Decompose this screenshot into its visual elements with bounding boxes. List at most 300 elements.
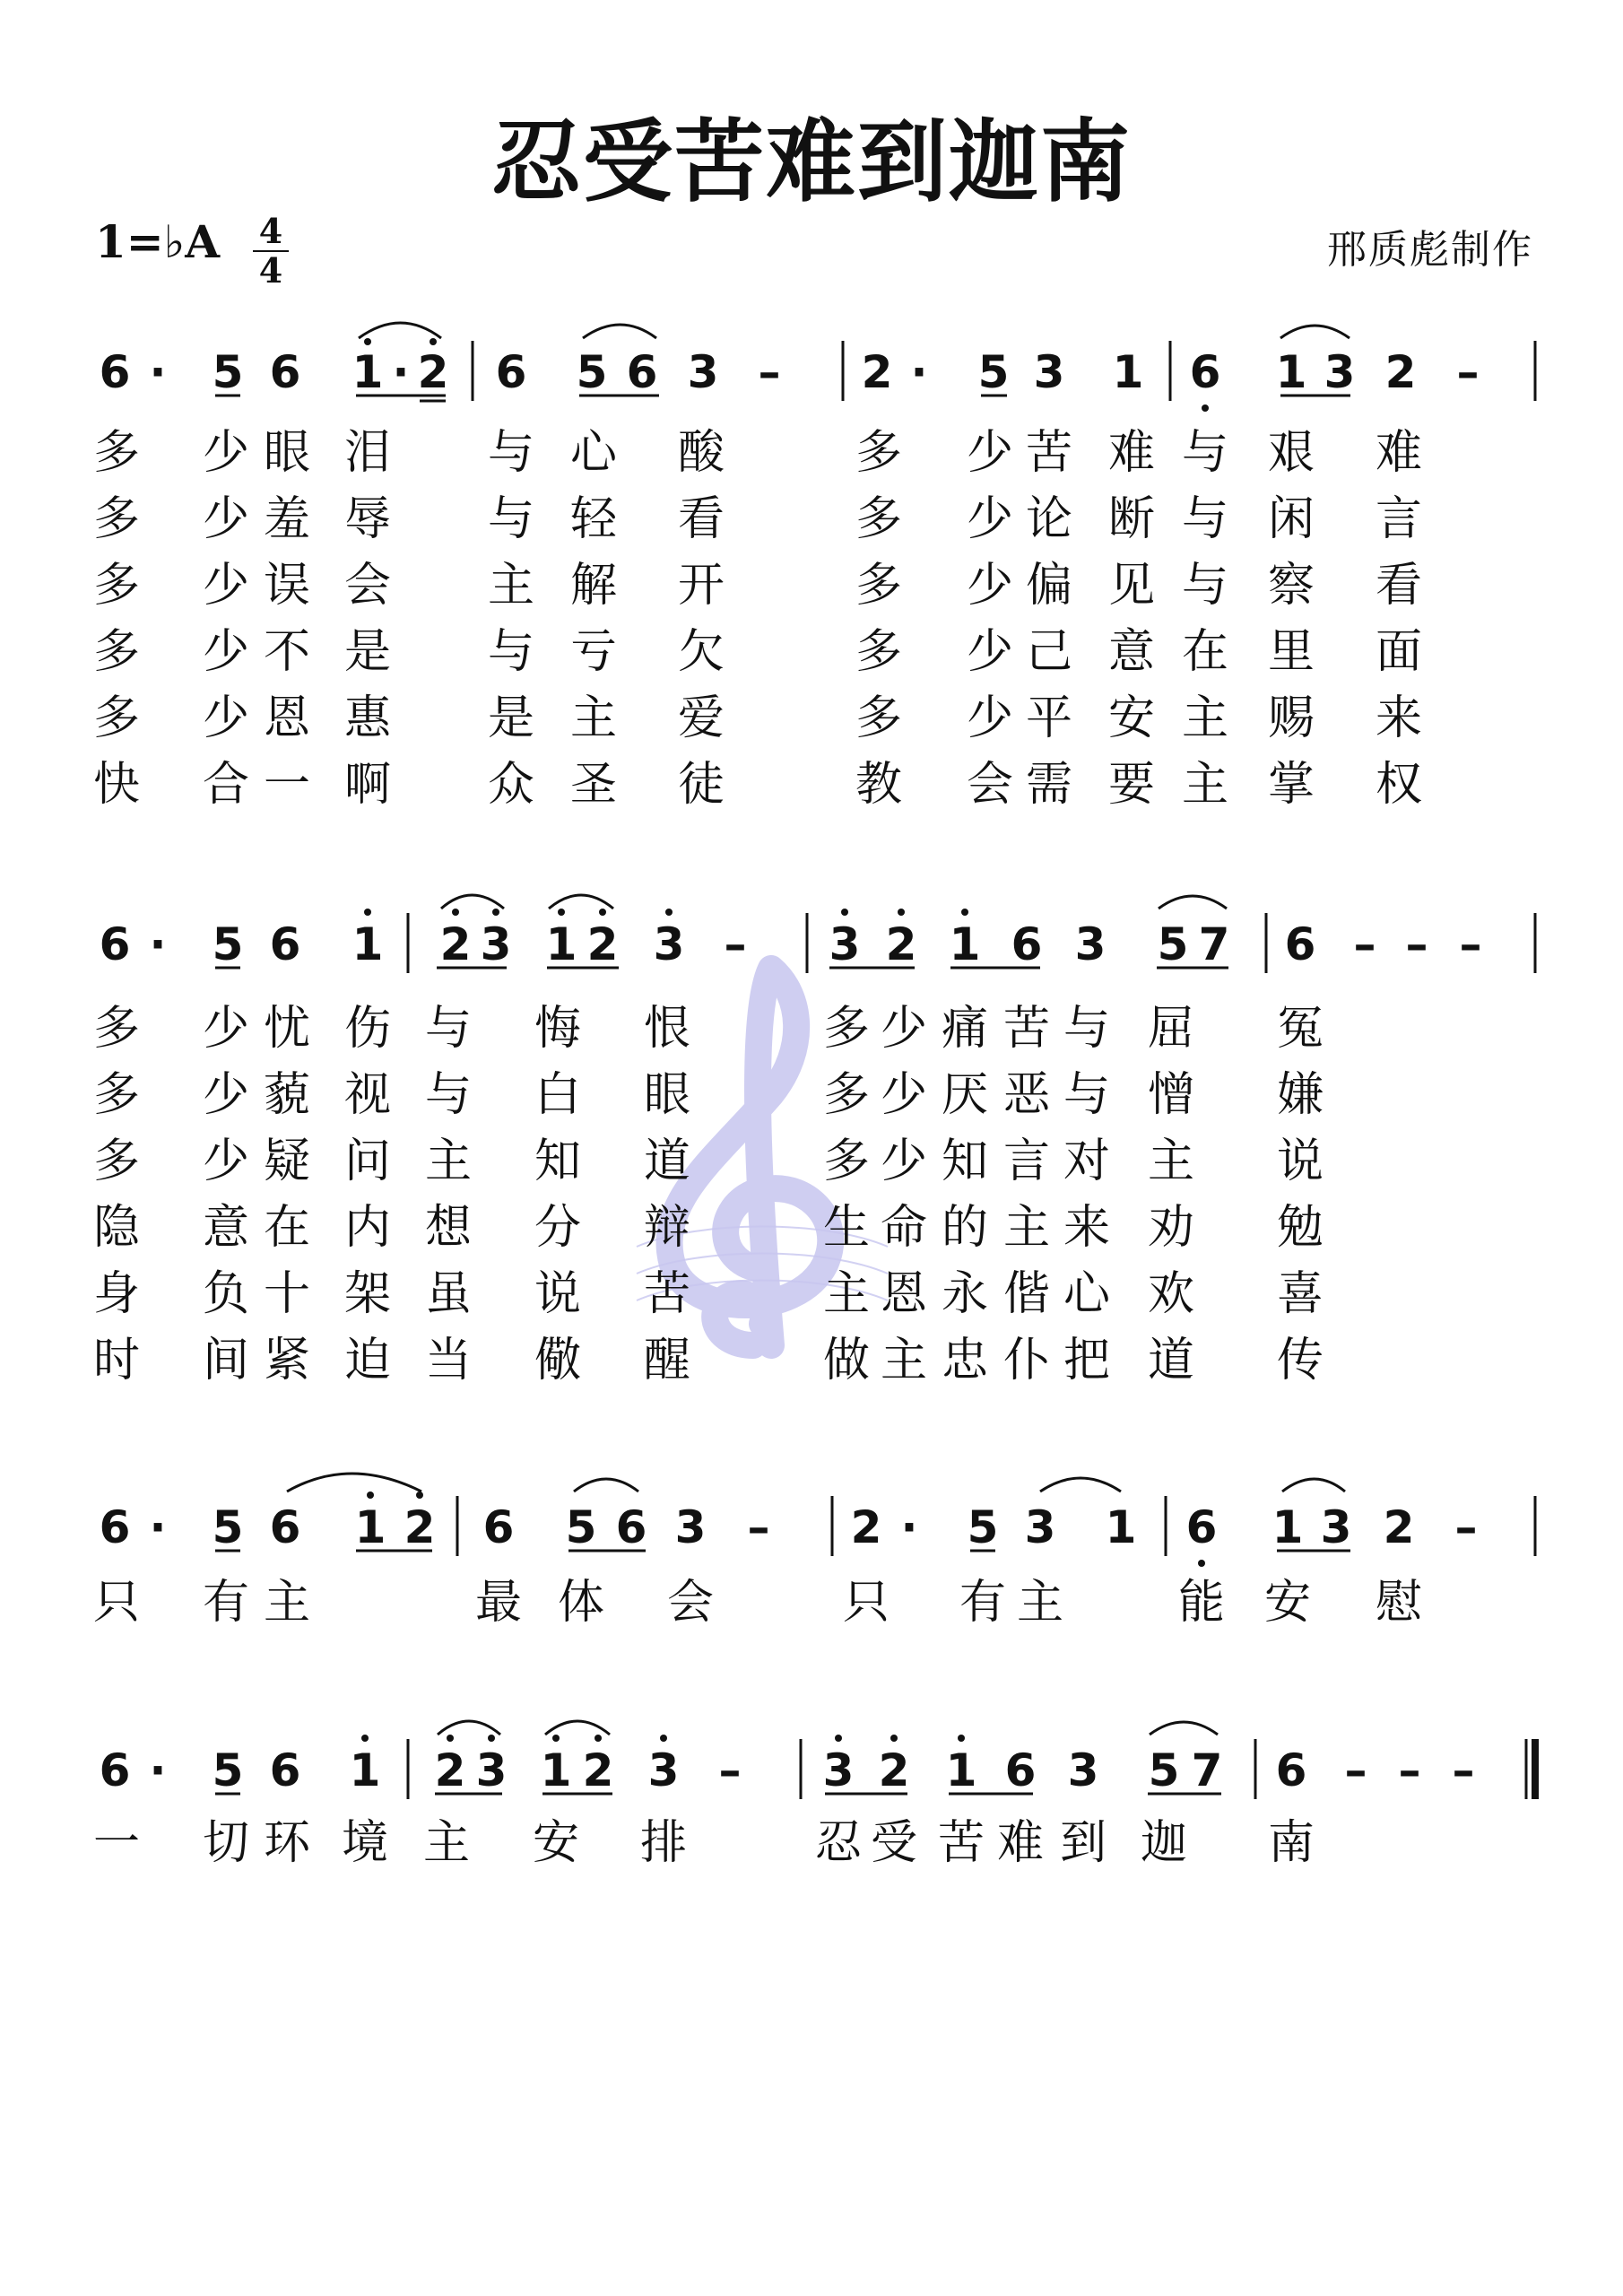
lyric-char: 冤	[1276, 1002, 1324, 1056]
lyric-char: 掌	[1267, 758, 1315, 812]
lyric-char: 亏	[569, 625, 617, 679]
high-octave-dot	[552, 1735, 560, 1742]
time-denominator: 4	[258, 250, 283, 291]
lyric-char: 隐	[92, 1201, 140, 1255]
note: 2	[850, 1501, 882, 1553]
lyric-char: 忧	[263, 1002, 310, 1056]
note: 7	[1191, 1744, 1223, 1796]
lyric-char: 勉	[1276, 1201, 1324, 1255]
lyric-char: 喜	[1276, 1267, 1324, 1321]
note: 3	[480, 918, 512, 970]
high-octave-dot	[835, 1735, 842, 1742]
note: 5	[212, 346, 244, 398]
lyric-char: 多	[855, 492, 902, 546]
lyric-char: 只	[92, 1576, 140, 1630]
note: 6	[495, 346, 527, 398]
lyric-char: 多	[92, 559, 140, 613]
lyric-char: 权	[1375, 758, 1422, 812]
note: 5	[977, 346, 1010, 398]
lyric-char: 艰	[1267, 426, 1315, 480]
high-octave-dot	[665, 909, 673, 916]
lyric-row	[0, 753, 1623, 816]
lyric-char: 儆	[534, 1334, 581, 1387]
lyric-char: 苦	[1025, 426, 1072, 480]
time-numerator: 4	[258, 211, 283, 251]
lyric-char: 少	[966, 426, 1013, 480]
dash: –	[1459, 918, 1482, 970]
note: 1	[540, 1744, 572, 1796]
lyric-char: 多	[92, 1135, 140, 1188]
note: 5	[212, 918, 244, 970]
high-octave-dot	[430, 338, 437, 345]
lyric-char: 意	[202, 1201, 249, 1255]
lyric-char: 道	[1147, 1334, 1194, 1387]
note: 7	[1198, 918, 1230, 970]
lyric-char: 多	[855, 691, 902, 745]
lyric-char: 难	[1375, 426, 1422, 480]
lyric-char: 少	[966, 492, 1013, 546]
lyric-char: 疑	[263, 1135, 310, 1188]
lyric-char: 解	[569, 559, 617, 613]
lyric-char: 多	[822, 1135, 870, 1188]
lyric-char: 论	[1025, 492, 1072, 546]
lyric-char: 主	[1002, 1201, 1050, 1255]
lyric-row	[0, 1329, 1623, 1392]
lyric-char: 少	[202, 426, 249, 480]
lyric-char: 少	[966, 559, 1013, 613]
lyric-char: 平	[1025, 691, 1072, 745]
lyric-char: 少	[880, 1068, 927, 1122]
lyric-char: 间	[202, 1334, 249, 1387]
lyric-char: 轻	[569, 492, 617, 546]
note: 1	[1112, 346, 1144, 398]
lyric-char: 有	[959, 1576, 1006, 1630]
lyric-char: 说	[534, 1267, 581, 1321]
slur-arc	[359, 323, 441, 338]
high-octave-dot	[364, 338, 371, 345]
lyric-char: 只	[842, 1576, 890, 1630]
lyric-char: 主	[487, 559, 534, 613]
lyric-char: 与	[1181, 492, 1228, 546]
lyric-char: 苦	[1002, 1002, 1050, 1056]
note: 3	[475, 1744, 508, 1796]
lyric-char: 迫	[343, 1334, 391, 1387]
lyric-char: 多	[822, 1068, 870, 1122]
lyric-char: 见	[1107, 559, 1155, 613]
note: 2	[439, 918, 472, 970]
lyric-char: 是	[343, 625, 391, 679]
note: 6	[269, 918, 301, 970]
note: 2	[586, 918, 619, 970]
note: 1	[349, 1744, 381, 1796]
note: 2	[1384, 346, 1417, 398]
lyric-char: 憎	[1147, 1068, 1194, 1122]
note: 3	[1067, 1744, 1099, 1796]
lyric-char: 恶	[1002, 1068, 1050, 1122]
note: 1	[1271, 1501, 1304, 1553]
lyric-char: 忠	[941, 1334, 988, 1387]
note: 6	[269, 1501, 301, 1553]
lyric-char: 与	[1063, 1068, 1110, 1122]
note: 6	[99, 346, 131, 398]
high-octave-dot	[898, 909, 905, 916]
dash: –	[1405, 918, 1428, 970]
lyric-char: 在	[1181, 625, 1228, 679]
lyric-char: 赐	[1267, 691, 1315, 745]
note: 3	[822, 1744, 855, 1796]
lyric-char: 多	[92, 625, 140, 679]
note: 5	[212, 1744, 244, 1796]
lyric-char: 分	[534, 1201, 581, 1255]
lyric-char: 永	[941, 1267, 988, 1321]
slur-arc	[1040, 1478, 1121, 1492]
lyric-char: 断	[1107, 492, 1155, 546]
song-title: 忍受苦难到迦南	[491, 109, 1132, 214]
lyric-char: 来	[1063, 1201, 1110, 1255]
note: 6	[99, 1744, 131, 1796]
dash: –	[718, 1744, 742, 1796]
time-signature	[253, 213, 289, 289]
lyric-char: 少	[966, 691, 1013, 745]
note: 2	[404, 1501, 436, 1553]
note: 2	[582, 1744, 614, 1796]
lyric-char: 视	[343, 1068, 391, 1122]
lyric-char: 恩	[880, 1267, 927, 1321]
lyric-char: 道	[643, 1135, 690, 1188]
augmentation-dot: ·	[149, 1744, 167, 1796]
lyric-char: 察	[1267, 559, 1315, 613]
lyric-char: 把	[1063, 1334, 1110, 1387]
note: 3	[1324, 346, 1356, 398]
note: 2	[878, 1744, 910, 1796]
high-octave-dot	[841, 909, 848, 916]
lyric-char: 到	[1059, 1816, 1107, 1870]
lyric-char: 惠	[343, 691, 391, 745]
note: 1	[352, 346, 384, 398]
note: 5	[967, 1501, 999, 1553]
note: 1	[1275, 346, 1307, 398]
high-octave-dot	[492, 909, 499, 916]
lyric-char: 命	[880, 1201, 927, 1255]
note: 3	[1074, 918, 1107, 970]
lyric-char: 要	[1107, 758, 1155, 812]
lyric-char: 爱	[677, 691, 725, 745]
low-octave-dot	[1202, 404, 1209, 412]
lyric-char: 看	[677, 492, 725, 546]
author-credit: 邢质彪制作	[1327, 227, 1533, 273]
high-octave-dot	[599, 909, 606, 916]
note: 6	[1185, 1501, 1218, 1553]
lyric-char: 与	[424, 1002, 472, 1056]
note: 6	[1284, 918, 1316, 970]
lyric-char: 主	[263, 1576, 310, 1630]
high-octave-dot	[416, 1492, 423, 1499]
slur-arc	[441, 895, 504, 909]
lyric-char: 难	[996, 1816, 1044, 1870]
slur-arc	[1150, 1722, 1218, 1735]
lyric-char: 厌	[941, 1068, 988, 1122]
lyric-char: 多	[855, 426, 902, 480]
lyric-char: 泪	[343, 426, 391, 480]
lyric-char: 主	[424, 1135, 472, 1188]
lyric-char: 境	[341, 1816, 388, 1870]
lyric-char: 仆	[1002, 1334, 1050, 1387]
lyric-char: 看	[1375, 559, 1422, 613]
slur-arc	[574, 1479, 638, 1492]
lyric-char: 徒	[677, 758, 725, 812]
lyric-char: 面	[1375, 625, 1422, 679]
lyric-char: 负	[202, 1267, 249, 1321]
lyric-char: 少	[202, 1135, 249, 1188]
note: 3	[1033, 346, 1065, 398]
note: 5	[576, 346, 608, 398]
lyric-char: 白	[534, 1068, 581, 1122]
note: 6	[1004, 1744, 1037, 1796]
lyric-char: 说	[1276, 1135, 1324, 1188]
dash: –	[1353, 918, 1376, 970]
lyric-char: 与	[1181, 559, 1228, 613]
lyric-char: 问	[343, 1135, 391, 1188]
lyric-char: 主	[1181, 758, 1228, 812]
note: 1	[545, 918, 577, 970]
note: 1	[945, 1744, 977, 1796]
slur-arc	[1159, 896, 1227, 909]
note: 2	[417, 346, 449, 398]
lyric-char: 能	[1177, 1576, 1225, 1630]
note: 3	[653, 918, 685, 970]
high-octave-dot	[595, 1735, 602, 1742]
lyric-char: 安	[532, 1816, 579, 1870]
lyric-char: 南	[1267, 1816, 1315, 1870]
lyric-char: 圣	[569, 758, 617, 812]
high-octave-dot	[367, 1492, 374, 1499]
lyric-char: 当	[424, 1334, 472, 1387]
lyric-char: 少	[202, 691, 249, 745]
lyric-row	[0, 1130, 1623, 1193]
note: 6	[1275, 1744, 1307, 1796]
lyric-char: 在	[263, 1201, 310, 1255]
lyric-char: 与	[1063, 1002, 1110, 1056]
lyric-char: 醒	[643, 1334, 690, 1387]
lyric-row	[0, 1812, 1623, 1874]
lyric-char: 知	[534, 1135, 581, 1188]
lyric-char: 与	[487, 492, 534, 546]
augmentation-dot: ·	[149, 346, 167, 398]
note: 3	[829, 918, 861, 970]
lyric-char: 主	[1181, 691, 1228, 745]
lyric-char: 主	[422, 1816, 470, 1870]
lyric-char: 一	[92, 1816, 140, 1870]
lyric-char: 最	[474, 1576, 522, 1630]
lyric-char: 多	[92, 426, 140, 480]
lyric-char: 难	[1107, 426, 1155, 480]
lyric-char: 欠	[677, 625, 725, 679]
lyric-char: 慰	[1375, 1576, 1422, 1630]
high-octave-dot	[890, 1735, 898, 1742]
lyric-char: 眼	[643, 1068, 690, 1122]
slur-arc	[549, 895, 613, 909]
lyric-row	[0, 1263, 1623, 1326]
note: 2	[885, 918, 917, 970]
dash: –	[747, 1501, 770, 1553]
lyric-char: 恨	[643, 1002, 690, 1056]
note: 3	[1024, 1501, 1056, 1553]
augmentation-dot: ·	[910, 346, 928, 398]
slur-arc	[438, 1721, 500, 1735]
lyric-char: 言	[1375, 492, 1422, 546]
lyric-char: 快	[92, 758, 140, 812]
note: 6	[99, 1501, 131, 1553]
lyric-char: 会	[343, 559, 391, 613]
lyric-char: 架	[343, 1267, 391, 1321]
lyric-char: 传	[1276, 1334, 1324, 1387]
augmentation-dot: ·	[392, 346, 410, 398]
lyric-char: 排	[639, 1816, 687, 1870]
lyric-char: 迦	[1140, 1816, 1187, 1870]
lyric-row	[0, 554, 1623, 617]
note: 3	[647, 1744, 680, 1796]
lyric-char: 多	[822, 1002, 870, 1056]
lyric-char: 心	[1063, 1267, 1110, 1321]
lyric-char: 辩	[643, 1201, 690, 1255]
lyric-char: 来	[1375, 691, 1422, 745]
lyric-char: 多	[855, 625, 902, 679]
lyric-char: 多	[92, 492, 140, 546]
note: 6	[1011, 918, 1043, 970]
lyric-row	[0, 1571, 1623, 1634]
lyric-char: 需	[1025, 758, 1072, 812]
note: 3	[674, 1501, 707, 1553]
lyric-char: 安	[1263, 1576, 1311, 1630]
lyric-char: 偏	[1025, 559, 1072, 613]
lyric-char: 苦	[937, 1816, 985, 1870]
lyric-char: 多	[92, 1068, 140, 1122]
note: 5	[1157, 918, 1189, 970]
lyric-char: 与	[487, 426, 534, 480]
note: 1	[1105, 1501, 1137, 1553]
lyric-char: 知	[941, 1135, 988, 1188]
lyric-char: 伤	[343, 1002, 391, 1056]
high-octave-dot	[961, 909, 968, 916]
lyric-char: 主	[569, 691, 617, 745]
lyric-row	[0, 621, 1623, 683]
note: 1	[352, 918, 384, 970]
high-octave-dot	[958, 1735, 965, 1742]
lyric-char: 与	[487, 625, 534, 679]
lyric-char: 时	[92, 1334, 140, 1387]
slur-arc	[545, 1721, 610, 1735]
lyric-row	[0, 1196, 1623, 1259]
dash: –	[724, 918, 747, 970]
lyric-char: 身	[92, 1267, 140, 1321]
lyric-char: 内	[343, 1201, 391, 1255]
note: 2	[434, 1744, 466, 1796]
lyric-char: 苦	[643, 1267, 690, 1321]
lyric-row	[0, 997, 1623, 1060]
note: 6	[482, 1501, 515, 1553]
lyric-char: 少	[966, 625, 1013, 679]
lyric-char: 一	[263, 758, 310, 812]
dash: –	[1398, 1744, 1421, 1796]
lyric-char: 少	[202, 625, 249, 679]
lyric-char: 的	[941, 1201, 988, 1255]
high-octave-dot	[447, 1735, 454, 1742]
high-octave-dot	[660, 1735, 667, 1742]
note: 6	[626, 346, 658, 398]
lyric-char: 少	[880, 1002, 927, 1056]
lyric-char: 是	[487, 691, 534, 745]
note: 5	[212, 1501, 244, 1553]
note: 1	[354, 1501, 386, 1553]
lyric-char: 会	[666, 1576, 714, 1630]
lyric-char: 多	[855, 559, 902, 613]
lyric-char: 主	[1016, 1576, 1063, 1630]
lyric-char: 心	[569, 426, 617, 480]
lyric-char: 恩	[263, 691, 310, 745]
lyric-char: 劝	[1147, 1201, 1194, 1255]
lyric-char: 切	[202, 1816, 249, 1870]
lyric-char: 忍	[814, 1816, 862, 1870]
augmentation-dot: ·	[149, 1501, 167, 1553]
lyric-char: 辱	[343, 492, 391, 546]
lyric-char: 主	[880, 1334, 927, 1387]
slur-arc	[1282, 1479, 1345, 1492]
note: 5	[565, 1501, 597, 1553]
note: 2	[1383, 1501, 1415, 1553]
note: 6	[615, 1501, 647, 1553]
lyric-char: 生	[822, 1201, 870, 1255]
lyric-char: 意	[1107, 625, 1155, 679]
note: 3	[1320, 1501, 1352, 1553]
lyric-char: 屈	[1147, 1002, 1194, 1056]
lyric-char: 与	[1181, 426, 1228, 480]
lyric-char: 想	[424, 1201, 472, 1255]
lyric-char: 体	[557, 1576, 604, 1630]
slur-arc	[1280, 326, 1350, 338]
dash: –	[1456, 346, 1480, 398]
high-octave-dot	[364, 909, 371, 916]
slur-arc	[583, 325, 656, 338]
lyric-char: 言	[1002, 1135, 1050, 1188]
lyric-char: 有	[202, 1576, 249, 1630]
lyric-char: 里	[1267, 625, 1315, 679]
lyric-char: 对	[1063, 1135, 1110, 1188]
lyric-char: 合	[202, 758, 249, 812]
note: 2	[861, 346, 893, 398]
lyric-char: 虽	[424, 1267, 472, 1321]
lyric-char: 受	[870, 1816, 917, 1870]
lyric-char: 少	[202, 492, 249, 546]
slur-arc	[287, 1474, 421, 1492]
augmentation-dot: ·	[900, 1501, 918, 1553]
lyric-char: 主	[1147, 1135, 1194, 1188]
augmentation-dot: ·	[149, 918, 167, 970]
high-octave-dot	[558, 909, 565, 916]
lyric-char: 环	[263, 1816, 310, 1870]
lyric-char: 欢	[1147, 1267, 1194, 1321]
dash: –	[1344, 1744, 1367, 1796]
lyric-char: 安	[1107, 691, 1155, 745]
lyric-char: 眼	[263, 426, 310, 480]
lyric-row	[0, 687, 1623, 750]
lyric-char: 误	[263, 559, 310, 613]
lyric-char: 酸	[677, 426, 725, 480]
note: 5	[1148, 1744, 1180, 1796]
high-octave-dot	[488, 1735, 495, 1742]
lyric-char: 偕	[1002, 1267, 1050, 1321]
note: 3	[687, 346, 719, 398]
lyric-char: 多	[92, 1002, 140, 1056]
